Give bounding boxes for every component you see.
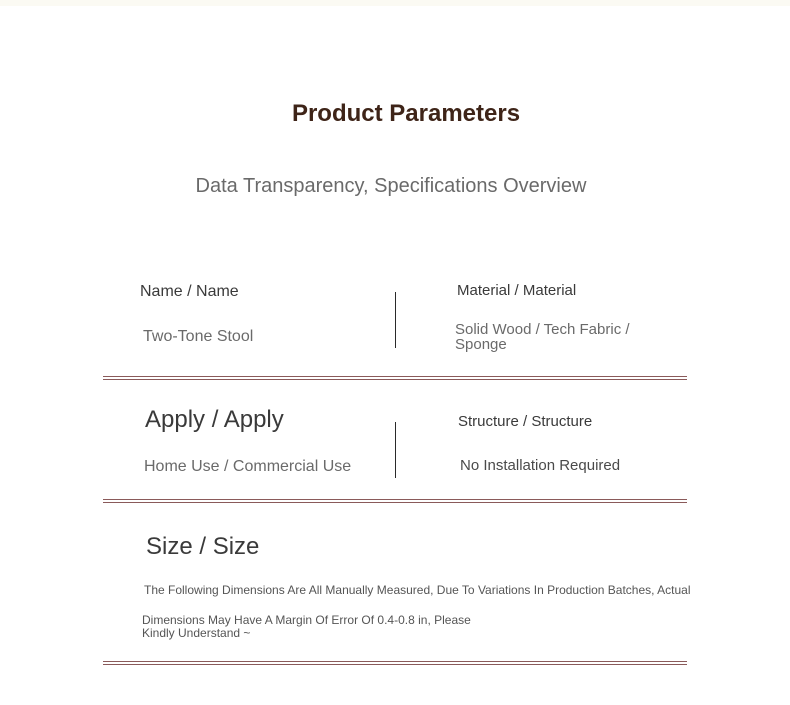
page-title: Product Parameters (291, 100, 521, 127)
size-note-line3: Kindly Understand ~ (142, 626, 251, 640)
structure-value: No Installation Required (460, 457, 621, 474)
name-label: Name / Name (140, 283, 239, 300)
page-subtitle: Data Transparency, Specifications Overview (195, 175, 587, 197)
structure-label: Structure / Structure (458, 413, 593, 430)
size-note-line1: The Following Dimensions Are All Manually Measured, Due To Variations In Production Batches, Actual (144, 583, 691, 597)
row1-divider (395, 292, 396, 348)
size-note-line2: Dimensions May Have A Margin Of Error Of 0.4-0.8 in, Please (142, 613, 471, 627)
row1-rule (103, 376, 687, 380)
row2-divider (395, 422, 396, 478)
row2-rule (103, 499, 687, 503)
size-label: Size / Size (146, 533, 260, 560)
name-value: Two-Tone Stool (143, 328, 254, 345)
apply-label: Apply / Apply (145, 406, 284, 433)
material-label: Material / Material (457, 282, 577, 299)
material-value-line1: Solid Wood / Tech Fabric / (455, 321, 630, 338)
apply-value: Home Use / Commercial Use (144, 458, 352, 475)
material-value-line2: Sponge (455, 336, 507, 353)
top-band (0, 0, 790, 6)
row3-rule (103, 661, 687, 665)
